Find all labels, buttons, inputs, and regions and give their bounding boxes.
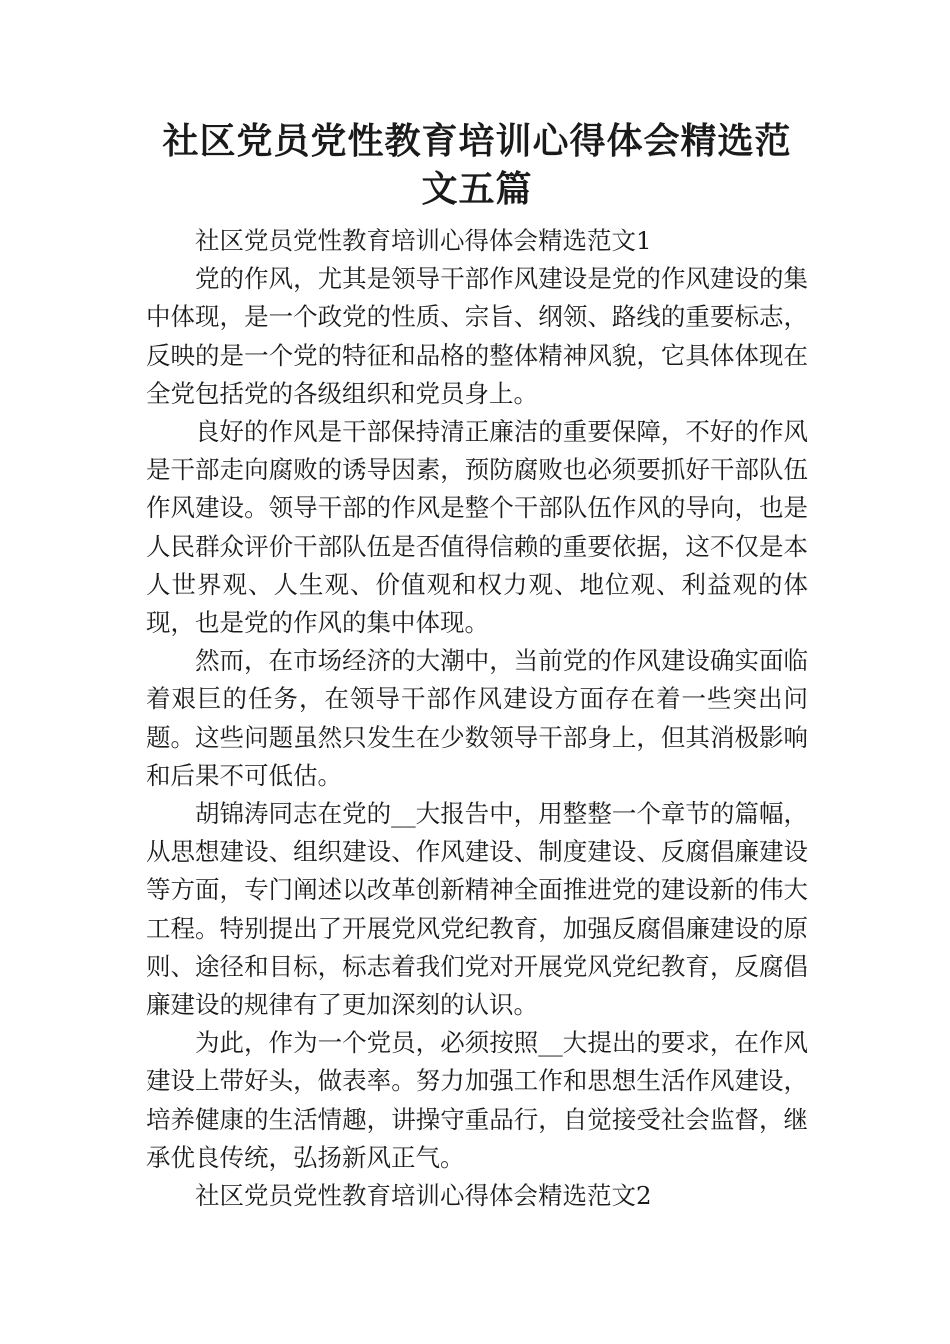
body-paragraph: 良好的作风是干部保持清正廉洁的重要保障，不好的作风是干部走向腐败的诱导因素，预防腐败也必须要抓好干部队伍作风建设。领导干部的作风是整个干部队伍作风的导向，也是人民群众评价干部队伍是否值得信赖的重要依据，这不仅是本人世界观、人生观、价值观和权力观、地位观、利益观的体现，也是党的作风的集中体现。	[146, 417, 808, 638]
body-paragraph: 党的作风，尤其是领导干部作风建设是党的作风建设的集中体现，是一个政党的性质、宗旨、纲领、路线的重要标志，反映的是一个党的特征和品格的整体精神风貌，它具体体现在全党包括党的各级组织和党员身上。	[146, 264, 808, 408]
document-title: 社区党员党性教育培训心得体会精选范文五篇	[162, 121, 792, 210]
body-paragraph: 然而，在市场经济的大潮中，当前党的作风建设确实面临着艰巨的任务，在领导干部作风建设方面存在着一些突出问题。这些问题虽然只发生在少数领导干部身上，但其消极影响和后果不可低估。	[146, 646, 808, 790]
section-heading-1: 社区党员党性教育培训心得体会精选范文1	[195, 226, 652, 255]
body-paragraph: 为此，作为一个党员，必须按照__大提出的要求，在作风建设上带好头，做表率。努力加强工作和思想生活作风建设，培养健康的生活情趣，讲操守重品行，自觉接受社会监督，继承优良传统，弘扬新风正气。	[146, 1028, 808, 1172]
body-paragraph: 胡锦涛同志在党的__大报告中，用整整一个章节的篇幅，从思想建设、组织建设、作风建设、制度建设、反腐倡廉建设等方面，专门阐述以改革创新精神全面推进党的建设新的伟大工程。特别提出了开展党风党纪教育，加强反腐倡廉建设的原则、途径和目标，标志着我们党对开展党风党纪教育，反腐倡廉建设的规律有了更加深刻的认识。	[146, 799, 808, 1020]
section-heading-2: 社区党员党性教育培训心得体会精选范文2	[195, 1181, 652, 1211]
document-page	[146, 118, 808, 1215]
